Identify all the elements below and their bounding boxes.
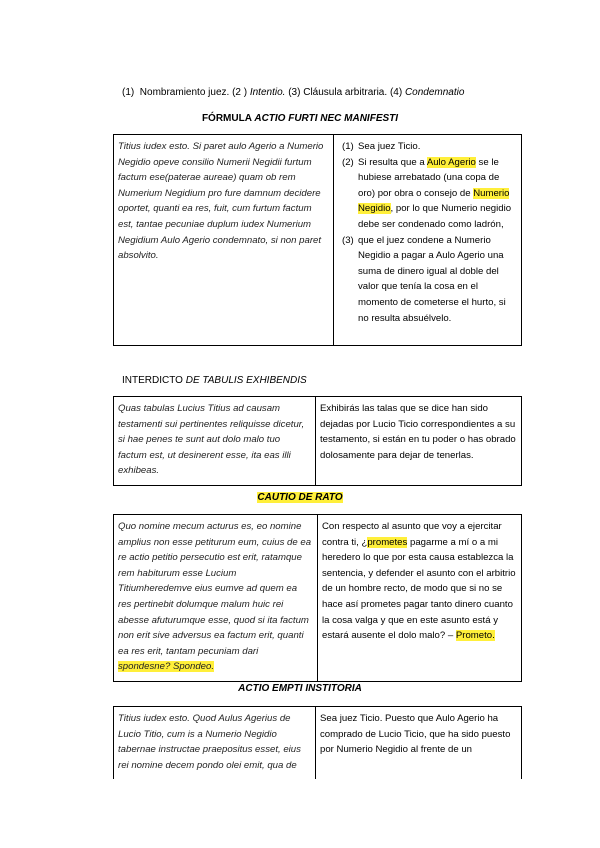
item-text: se le hubiese arrebatado (una copa de oro) por obra o consejo de	[358, 156, 500, 199]
section2-title	[122, 375, 307, 386]
item-num: (1)	[342, 141, 354, 152]
section1-latin-cell: Titius iudex esto. Si paret aulo Agerio a Numerio Negidio opeve consilio Numerii Negidii furtum factum ese(paterae aureae) quam ob rem Numerium Negidium pro fure damnum decidere oportet, quanti ea res, fuit, cum furtum factum est, tantae pecuniae duplum iudex Numerium Negidium Aulo Agerio condemnato, si non paret absolvito.	[114, 135, 334, 346]
highlight-spondesne: spondesne? Spondeo.	[118, 661, 215, 673]
section3-spanish-text: Con respecto al asunto que voy a ejercitar contra ti, ¿	[322, 521, 502, 548]
item-text: Sea juez Ticio.	[358, 141, 421, 152]
section3-latin-cell	[114, 515, 318, 682]
section1-list	[342, 139, 517, 326]
section3-spanish-text: pagarme a mí o a mi heredero lo que por esta causa establezca la sentencia, y defender el asunto con el arbitrio de un hombre recto, de modo que si no se hace así prometes pagar tanto dinero cuanto la cosa valga y que en este asunto está y estará ausente el dolo malo? –	[322, 536, 516, 642]
section4-title	[0, 683, 600, 694]
section1-spanish-cell	[334, 135, 522, 346]
legend-num-1: (1)	[122, 87, 135, 98]
section2-title-italic: DE TABULIS EXHIBENDIS	[185, 375, 307, 386]
highlight-numerio-negidio: Numerio Negidio	[358, 187, 510, 215]
section2-latin-cell: Quas tabulas Lucius Titius ad causam testamenti sui pertinentes reliquisse dicetur, si hae penes te sunt aut dolo malo tuo factum est, ut desinerent esse, ita eas illi exhibeas.	[114, 397, 316, 486]
item-text: , por lo que Numerio negidio debe ser condenado como ladrón,	[358, 203, 512, 230]
item-num: (3)	[342, 234, 354, 246]
section1-table	[113, 134, 522, 346]
item-text: Si resulta que a	[358, 156, 427, 168]
section2-table	[113, 396, 522, 486]
section4-table	[113, 706, 522, 779]
section2-title-plain: INTERDICTO	[122, 375, 186, 386]
list-item	[342, 233, 517, 327]
section1-title	[0, 113, 600, 124]
item-text: que el juez condene a Numerio Negidio a pagar a Aulo Agerio una suma de dinero igual al doble del valor que tenía la cosa en el momento de cometerse el hurto, si no resulta absuélvelo.	[358, 234, 506, 324]
legend-text-4: Condemnatio	[404, 87, 465, 98]
section1-title-plain: FÓRMULA	[201, 113, 255, 124]
legend-num-4: (4)	[389, 87, 405, 98]
section4-latin-cell: Titius iudex esto. Quod Aulus Agerius de Lucio Titio, cum is a Numerio Negidio tabernae instructae praepositus esset, eius rei nomine decem pondo olei emit, qua de	[114, 707, 316, 780]
section3-table	[113, 514, 522, 682]
legend-num-2: (2 )	[232, 87, 250, 98]
highlight-prometes: prometes	[367, 536, 408, 548]
section4-spanish-cell: Sea juez Ticio. Puesto que Aulo Agerio ha comprado de Lucio Ticio, que ha sido puesto por Numerio Negidio al frente de un	[316, 707, 522, 780]
section3-title	[0, 492, 600, 503]
section4-title-text: ACTIO EMPTI INSTITORIA	[238, 683, 362, 694]
legend-num-3: (3)	[285, 87, 304, 98]
highlight-aulo-agerio: Aulo Agerio	[426, 156, 476, 168]
section1-title-italic: ACTIO FURTI NEC MANIFESTI	[254, 113, 399, 124]
section3-spanish-cell	[318, 515, 522, 682]
section3-latin-text: Quo nomine mecum acturus es, eo nomine amplius non esse petiturum eum, cuius de ea re actio petitio persecutio est erit, ratamque rem habiturum esse Lucium Titiumheredemve eius eumve ad quem ea res pertinebit dolumque malum huic rei abesse afuturumque esse, quod si ita factum non erit sive adversus ea factum erit, quanti ea res erit, tantam pecuniam dari	[118, 521, 312, 657]
legend-text-2: Intentio.	[249, 87, 286, 98]
section3-title-text: CAUTIO DE RATO	[257, 492, 343, 503]
legend-text-1: Nombramiento juez.	[139, 87, 233, 98]
section2-spanish-cell: Exhibirás las talas que se dice han sido dejadas por Lucio Ticio correspondientes a su testamento, si están en tu poder o has obrado dolosamente para dejar de tenerlas.	[316, 397, 522, 486]
list-item	[342, 139, 517, 155]
legend-text-3: Cláusula arbitraria.	[303, 87, 390, 98]
list-item	[342, 155, 517, 233]
header-legend	[122, 87, 464, 98]
highlight-prometo: Prometo.	[455, 630, 495, 642]
item-num: (2)	[342, 156, 354, 168]
